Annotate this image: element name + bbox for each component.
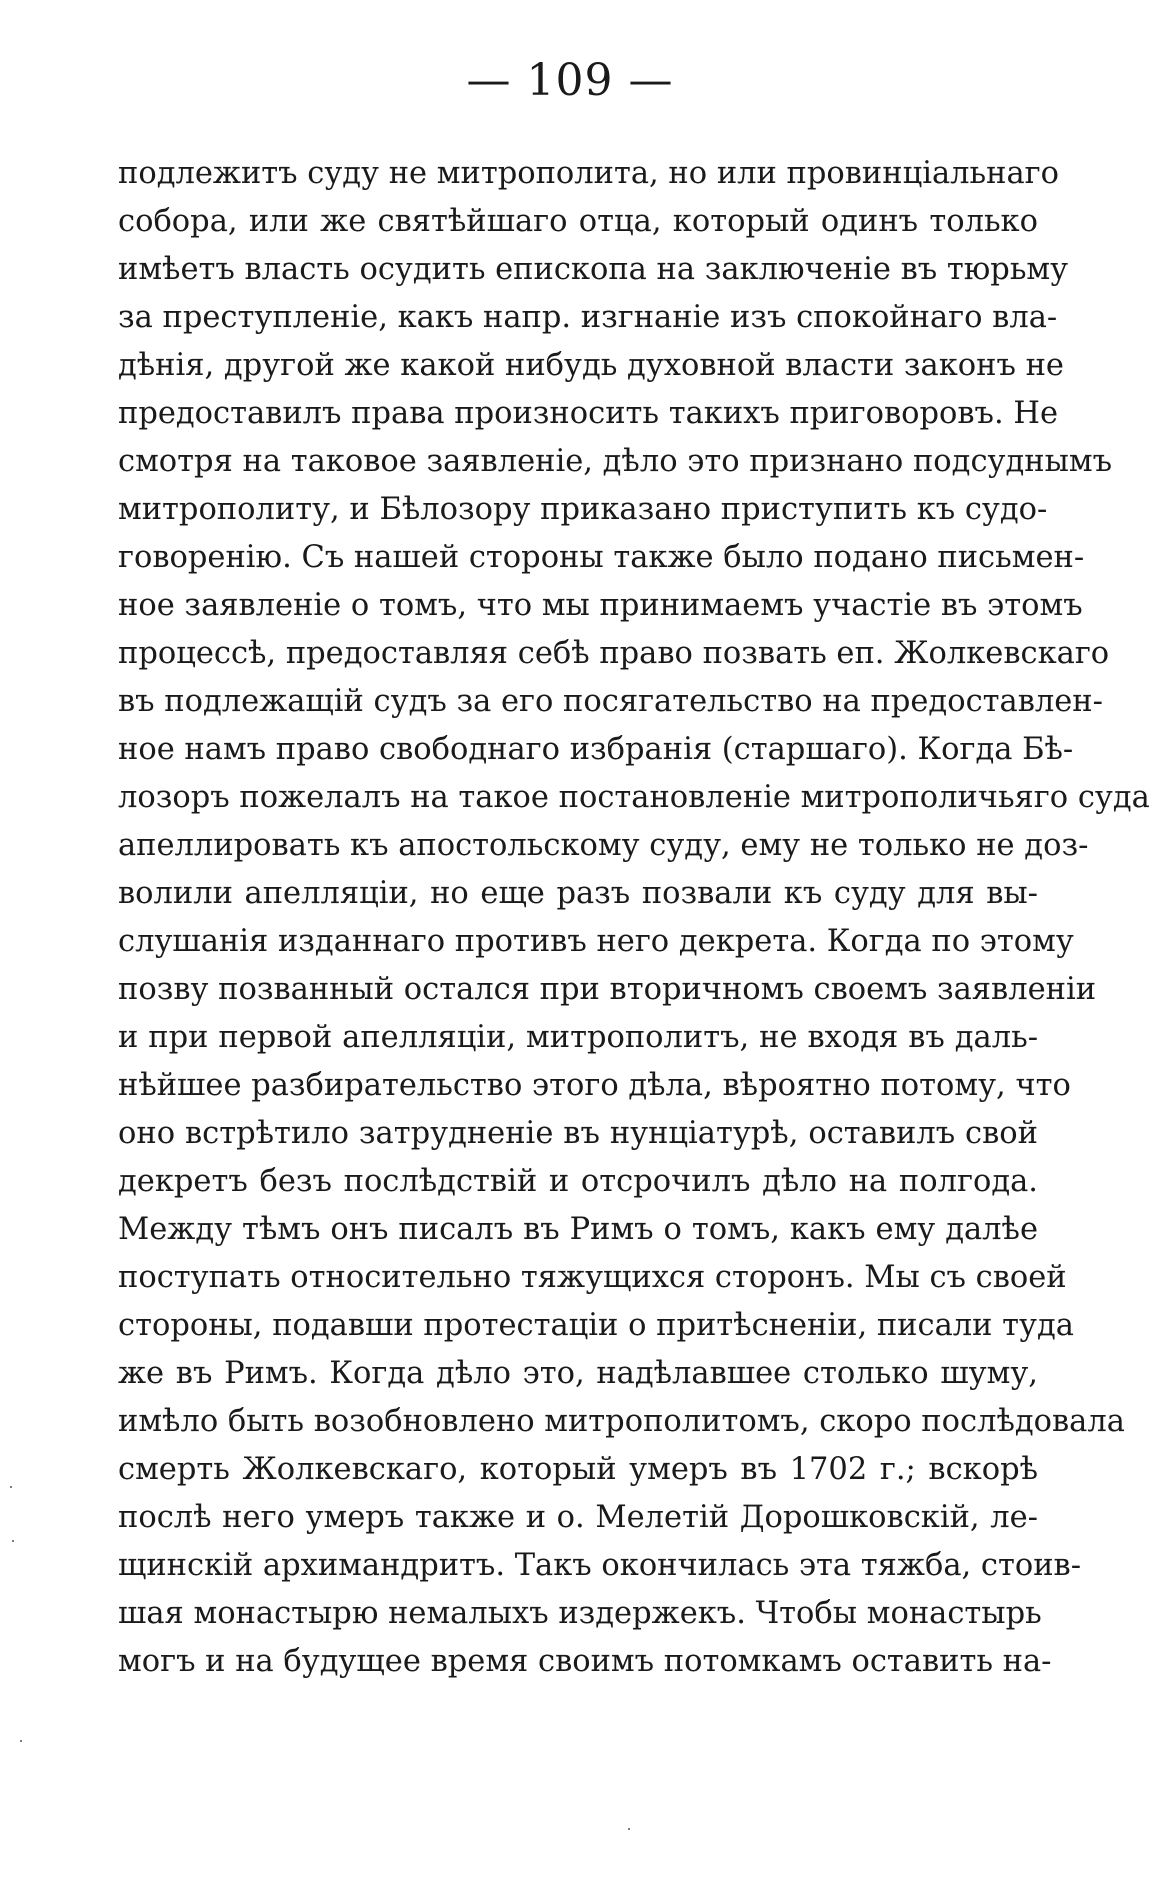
- text-line: послѣ него умеръ также и о. Мелетій Дорошковскій, ле-: [118, 1500, 1038, 1535]
- text-line: ное заявленіе о томъ, что мы принимаемъ участіе въ этомъ: [118, 588, 1083, 623]
- text-line: дѣнія, другой же какой нибудь духовной власти законъ не: [118, 348, 1064, 383]
- text-line: нѣйшее разбирательство этого дѣла, вѣроятно потому, что: [118, 1068, 1071, 1103]
- text-line: имѣло быть возобновлено митрополитомъ, скоро послѣдовала: [118, 1404, 1125, 1439]
- text-line: смерть Жолкевскаго, который умеръ въ 1702 г.; вскорѣ: [118, 1452, 1038, 1487]
- text-line: имѣетъ власть осудить епископа на заключеніе въ тюрьму: [118, 252, 1069, 287]
- text-line: стороны, подавши протестаціи о притѣсненіи, писали туда: [118, 1308, 1074, 1343]
- text-line: митрополиту, и Бѣлозору приказано приступить къ судо-: [118, 492, 1048, 527]
- text-line: и при первой апелляціи, митрополитъ, не входя въ даль-: [118, 1020, 1038, 1055]
- text-line: смотря на таковое заявленіе, дѣло это признано подсуднымъ: [118, 444, 1112, 479]
- speck: [20, 1740, 22, 1742]
- page-number: — 109 —: [466, 55, 674, 106]
- text-line: апеллировать къ апостольскому суду, ему не только не доз-: [118, 828, 1089, 863]
- text-line: волили апелляціи, но еще разъ позвали къ суду для вы-: [118, 876, 1038, 911]
- text-line: процессѣ, предоставляя себѣ право позвать еп. Жолкевскаго: [118, 636, 1110, 671]
- text-line: поступать относительно тяжущихся сторонъ. Мы съ своей: [118, 1260, 1067, 1295]
- text-line: могъ и на будущее время своимъ потомкамъ оставить на-: [118, 1644, 1052, 1679]
- text-line: оно встрѣтило затрудненіе въ нунціатурѣ, оставилъ свой: [118, 1116, 1038, 1151]
- text-line: говоренію. Съ нашей стороны также было подано письмен-: [118, 540, 1085, 575]
- speck: [10, 1486, 12, 1488]
- text-line: лозоръ пожелалъ на такое постановленіе митрополичьяго суда: [118, 780, 1150, 815]
- speck: [12, 1540, 14, 1542]
- text-line: предоставилъ права произносить такихъ приговоровъ. Не: [118, 396, 1059, 431]
- text-line: въ подлежащій судъ за его посягательство на предоставлен-: [118, 684, 1103, 719]
- text-line: собора, или же святѣйшаго отца, который одинъ только: [118, 204, 1038, 239]
- body-text: [118, 150, 1150, 1686]
- text-line: щинскій архимандритъ. Такъ окончилась эта тяжба, стоив-: [118, 1548, 1082, 1583]
- text-line: же въ Римъ. Когда дѣло это, надѣлавшее столько шуму,: [118, 1356, 1038, 1391]
- text-line: ное намъ право свободнаго избранія (старшаго). Когда Бѣ-: [118, 732, 1074, 767]
- text-line: шая монастырю немалыхъ издержекъ. Чтобы монастырь: [118, 1596, 1042, 1631]
- text-line: декретъ безъ послѣдствій и отсрочилъ дѣло на полгода.: [118, 1164, 1038, 1199]
- text-line: слушанія изданнаго противъ него декрета. Когда по этому: [118, 924, 1074, 959]
- text-line: подлежитъ суду не митрополита, но или провинціальнаго: [118, 156, 1059, 191]
- text-line: за преступленіе, какъ напр. изгнаніе изъ спокойнаго вла-: [118, 300, 1058, 335]
- text-line: Между тѣмъ онъ писалъ въ Римъ о томъ, какъ ему далѣе: [118, 1212, 1038, 1247]
- text-line: позву позванный остался при вторичномъ своемъ заявленіи: [118, 972, 1097, 1007]
- speck: [628, 1828, 630, 1830]
